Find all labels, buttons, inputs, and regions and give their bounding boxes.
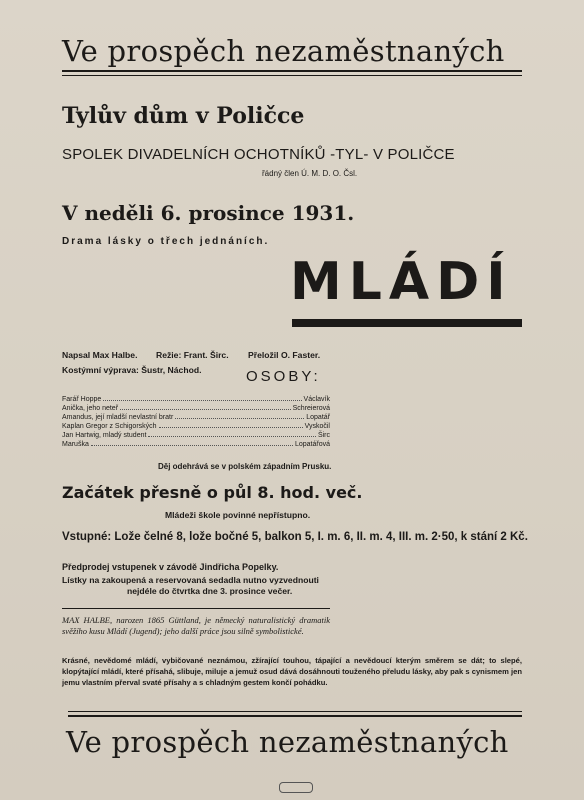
cast-role: Farář Hoppe: [62, 396, 102, 403]
date: V neděli 6. prosince 1931.: [62, 201, 355, 225]
leader-dots: [159, 423, 303, 428]
tickets-note-line-2: nejdéle do čtvrtka dne 3. prosince večer.: [127, 586, 293, 596]
cast-actor: Širc: [317, 432, 330, 439]
cast-row: [62, 405, 330, 412]
cast-role: Maruška: [62, 441, 89, 448]
membership: řádný člen Ú. M. D. O. Čsl.: [262, 169, 358, 178]
genre: Drama lásky o třech jednáních.: [62, 236, 270, 247]
top-header: Ve prospěch nezaměstnaných: [62, 34, 505, 68]
youth-note: Mládeži škole povinné nepřístupno.: [165, 510, 311, 520]
leader-dots: [91, 441, 293, 446]
top-rule-thick: [62, 70, 522, 72]
bottom-rule-thin: [68, 711, 522, 712]
title-underline: [292, 319, 522, 327]
bottom-header: Ve prospěch nezaměstnaných: [66, 725, 509, 759]
leader-dots: [103, 396, 301, 401]
cast-row: [62, 396, 330, 403]
cast-role: Amandus, její mladší nevlastní bratr: [62, 414, 174, 421]
setting: Děj odehrává se v polském západním Prusku.: [158, 462, 332, 471]
author-credit: Napsal Max Halbe.: [62, 350, 138, 360]
cast-actor: Vyskočil: [304, 423, 330, 430]
cast-role: Anička, jeho neteř: [62, 405, 119, 412]
cast-row: [62, 432, 330, 439]
author-note: MAX HALBE, narozen 1865 Güttland, je německý naturalistický dramatik svěžího kusu Mládí (Jugend); jeho další práce jsou silně symbolistické.: [62, 615, 330, 636]
tickets-note-line-1: Lístky na zakoupená a reservovaná sedadla nutno vyzvednouti: [62, 575, 319, 585]
cast-actor: Lopatář: [306, 414, 330, 421]
printer-stamp: [279, 782, 313, 793]
cast-row: [62, 423, 330, 430]
direction-credit: Režie: Frant. Širc.: [156, 350, 229, 360]
author-note-rule: [62, 608, 330, 609]
presale: Předprodej vstupenek v závodě Jindřicha Popelky.: [62, 562, 279, 572]
leader-dots: [148, 432, 316, 437]
top-rule-thin: [62, 75, 522, 76]
start-time: Začátek přesně o půl 8. hod. več.: [62, 483, 363, 502]
translation-credit: Přeložil O. Faster.: [248, 350, 321, 360]
cast-actor: Schreierová: [292, 405, 330, 412]
cast-actor: Václavík: [303, 396, 330, 403]
play-title: MLÁDÍ: [290, 252, 513, 312]
cast-actor: Lopatářová: [294, 441, 330, 448]
cast-row: [62, 414, 330, 421]
leader-dots: [120, 405, 291, 410]
description: Krásné, nevědomé mládí, vybičované neznámou, zžírající touhou, tápající a nevědoucí kterým směrem se dát; to slepé, klopýtající mládí, které přísahá, slibuje, miluje a jemuž osud dává dosáhnouti touženého přeludu lásky, aby pak s cynismem jen jemu vlastním přerval svaté přísahy a s chladným gestem končí pohádku.: [62, 656, 522, 687]
society: SPOLEK DIVADELNÍCH OCHOTNÍKŮ -TYL- V POLIČCE: [62, 146, 455, 163]
leader-dots: [175, 414, 304, 419]
costumes-credit: Kostýmní výprava: Šustr, Náchod.: [62, 365, 202, 375]
cast-role: Kaplan Gregor z Schigorských: [62, 423, 157, 430]
prices: Vstupné: Lože čelné 8, lože bočné 5, balkon 5, I. m. 6, II. m. 4, III. m. 2·50, k stání 2 Kč.: [62, 531, 528, 543]
venue: Tylův dům v Poličce: [62, 103, 305, 129]
cast-row: [62, 441, 330, 448]
bottom-rule-thick: [68, 715, 522, 717]
cast-heading: OSOBY:: [246, 368, 321, 385]
cast-role: Jan Hartwig, mladý student: [62, 432, 147, 439]
